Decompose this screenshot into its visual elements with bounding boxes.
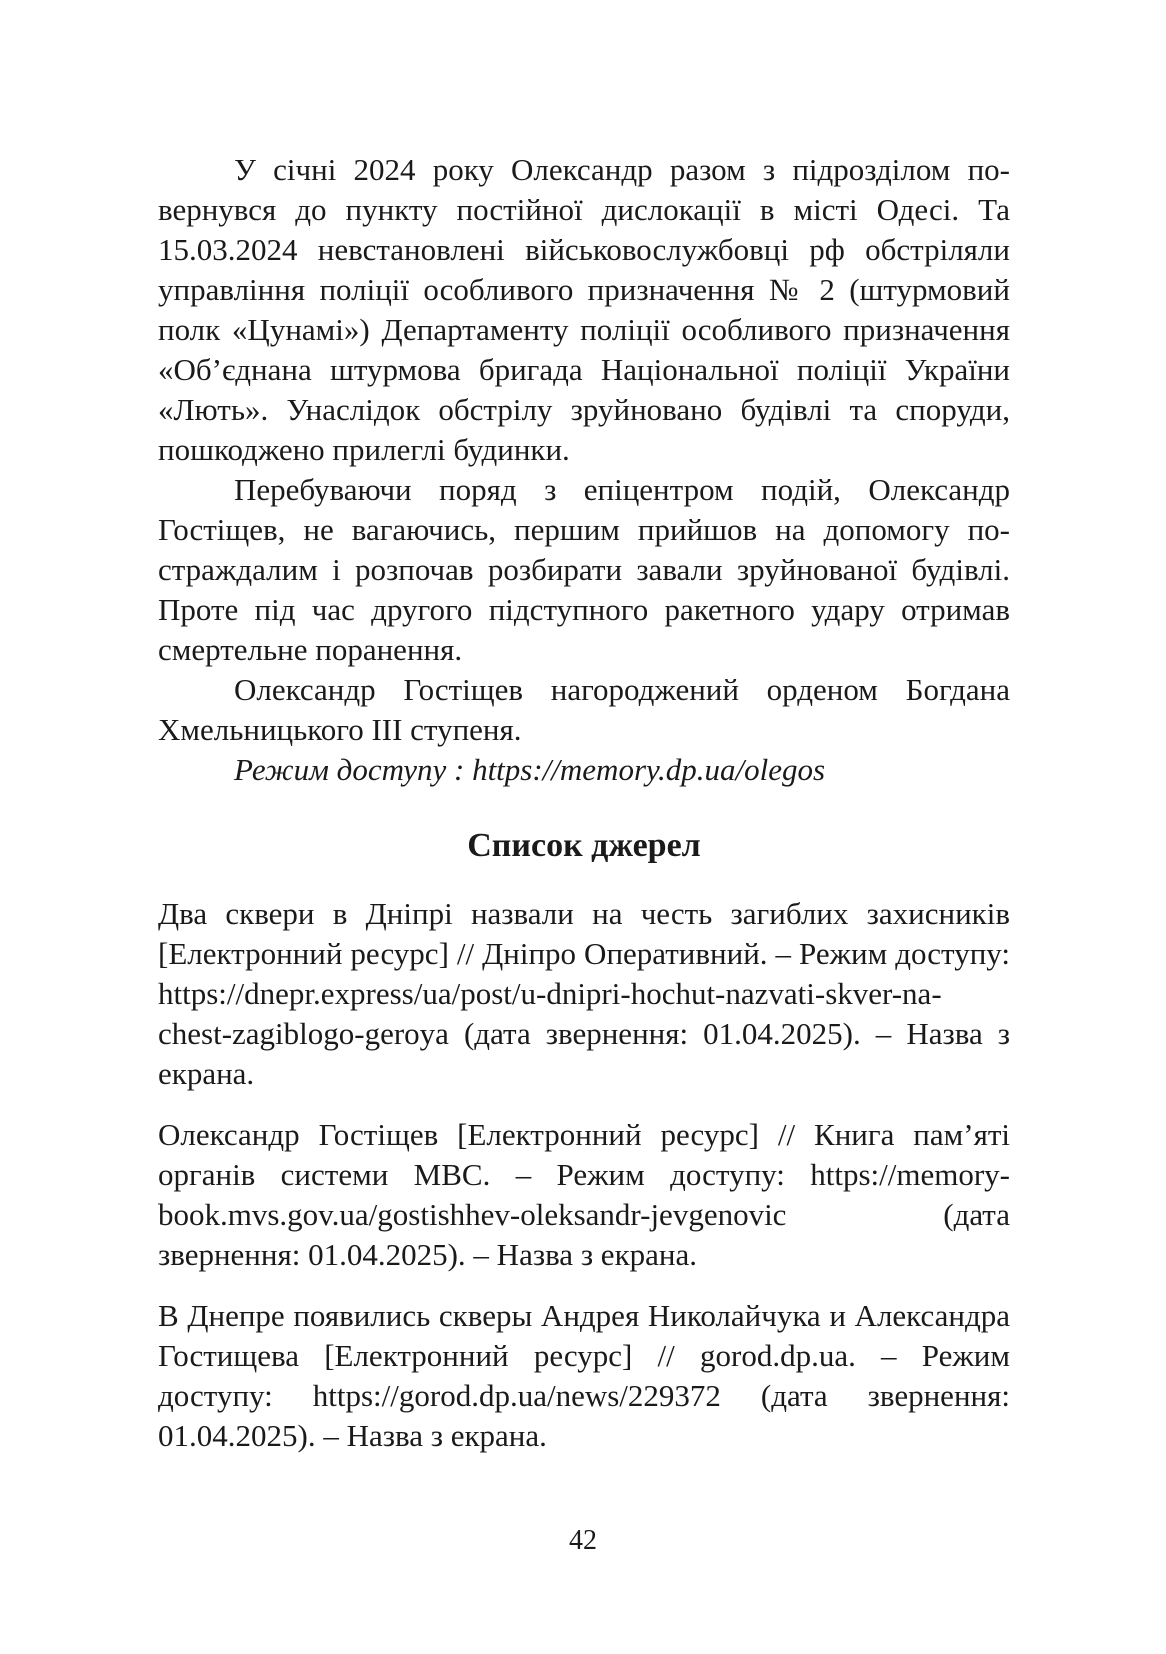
sources-heading: Список джерел	[467, 827, 701, 864]
body-paragraph: Перебуваючи поряд з епіцентром подій, Олександр Гостіщев, не вагаючись, першим прийшов на допомогу постраждалим і розпочав розбирати завали зруйнованої будівлі. Проте під час другого підступного ракетного удару отримав смертельне поранення.	[158, 472, 1010, 667]
source-entry: Два сквери в Дніпрі назвали на честь загиблих захисників [Електронний ресурс] // Дніпро Оперативний. – Режим доступу: https://dnepr.express/ua/post/u-dnipri-hochut-​nazvati-skver-na-chest-zagiblogo-geroya (дата звернення: 01.04.2025). – Назва з екрана.	[158, 896, 1010, 1091]
body-paragraph: У січні 2024 року Олександр разом з підрозділом повернувся до пункту постійної дислокації в місті Одесі. Та 15.03.2024 невстановлені військовослужбовці рф обстріляли управління поліції особливого призначення № 2 (штурмовий полк «Цунамі») Департаменту поліції особливого призначення «Об’єднана штурмова бригада Національної поліції України «Лють». Унаслідок обстрілу зруйновано будівлі та споруди, пошкоджено прилеглі будинки.	[158, 152, 1010, 467]
page-content	[158, 150, 1010, 1477]
source-entry: Олександр Гостіщев [Електронний ресурс] // Книга пам’яті органів системи МВС. – Режим доступу: https://​memory-book.mvs.gov.ua/gostishhev-oleksandr-jevgenovic (дата звернення: 01.04.2025). – Назва з екрана.	[158, 1117, 1010, 1272]
source-entry: В Днепре появились скверы Андрея Николайчука и Александра Гостищева [Електронний ресурс] // gorod.dp.ua. – Режим доступу: https://gorod.dp.ua/news/229372 (дата звернення: 01.04.2025). – Назва з екрана.	[158, 1298, 1010, 1453]
access-line: Режим доступу : https://memory.dp.ua/olegos	[234, 752, 826, 787]
body-paragraph: Олександр Гостіщев нагороджений орденом Богдана Хмельницького ІІІ ступеня.	[158, 672, 1010, 747]
page-number: 42	[569, 1525, 597, 1556]
